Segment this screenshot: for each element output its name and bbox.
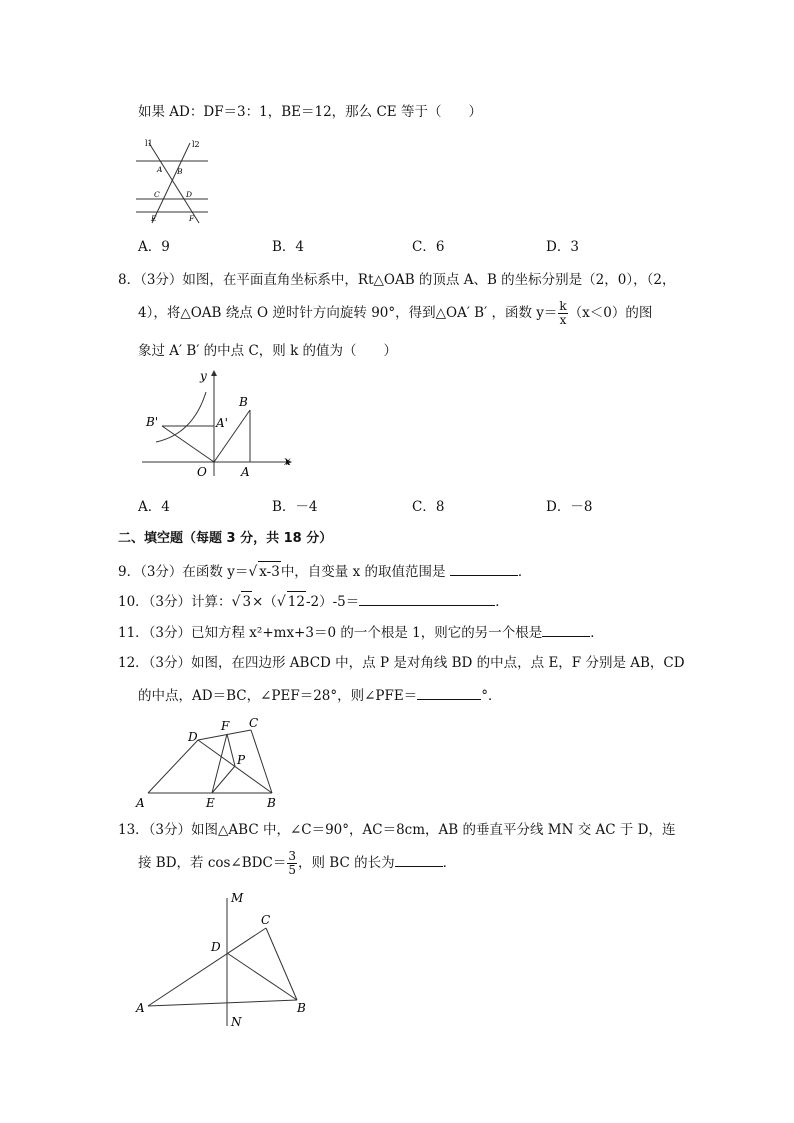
q9-text-b: 中，自变量 x 的取值范围是 <box>280 564 446 580</box>
q13-label-N: N <box>231 1015 242 1029</box>
q13-line2-text: 接 BD，若 cos∠BDC＝ <box>138 855 287 871</box>
q13-label-C: C <box>261 913 271 927</box>
q8-label-O: O <box>197 465 207 479</box>
q8-options <box>0 497 794 517</box>
q10-radicand-2: 12 <box>287 591 306 612</box>
q11 <box>118 622 604 643</box>
q8-line3: 象过 A′ B′ 的中点 C，则 k 的值为（ ） <box>138 343 398 359</box>
q7-label-B: B <box>177 167 183 176</box>
q12-label-C: C <box>249 716 259 730</box>
q8-frac-den: x <box>559 313 567 327</box>
q8-line2 <box>138 300 652 327</box>
q8-option-d[interactable]: D．－8 <box>546 499 593 515</box>
q12-label-P: P <box>237 753 246 767</box>
q7-option-a[interactable]: A．9 <box>138 239 170 255</box>
q10-text-c: -2）-5＝ <box>305 594 360 610</box>
q12-label-D: D <box>188 730 198 744</box>
q10-text-b: ×（ <box>252 594 277 610</box>
q10-answer-blank[interactable] <box>359 591 495 606</box>
q7-label-l1: l1 <box>145 139 153 148</box>
q11-end: ． <box>590 625 604 641</box>
section-heading-fill-in: 二、填空题（每题 3 分，共 18 分） <box>118 531 333 546</box>
q7-option-b[interactable]: B．4 <box>272 239 305 255</box>
q8-label-B: B <box>239 395 248 409</box>
q9-answer-blank[interactable] <box>450 561 518 576</box>
q13-figure <box>134 888 314 1030</box>
q13-label-M: M <box>231 891 244 905</box>
q12-end: °． <box>481 688 502 704</box>
q12-line1: 12．（3分）如图，在四边形 ABCD 中，点 P 是对角线 BD 的中点，点 E，F 分别是 AB，CD <box>118 655 685 671</box>
q10-end: ． <box>495 594 509 610</box>
q9-radicand: x-3 <box>258 561 281 582</box>
q12-line2-text: 的中点，AD＝BC，∠PEF＝28°，则∠PFE＝ <box>138 688 418 704</box>
q8-option-c[interactable]: C．8 <box>412 499 445 515</box>
q8-option-b[interactable]: B．－4 <box>272 499 318 515</box>
q12-label-F: F <box>221 719 230 733</box>
q10: 10．（3分）计算：√ 3×（√ 12-2）-5＝ ． <box>118 591 509 612</box>
q9-end: ． <box>517 564 532 580</box>
q7-option-c[interactable]: C．6 <box>412 239 445 255</box>
q13-frac-num: 3 <box>288 849 296 863</box>
q8-frac-num: k <box>559 299 567 313</box>
q12-label-E: E <box>206 796 215 810</box>
q8-option-a[interactable]: A．4 <box>138 499 170 515</box>
q10-text: 10．（3分）计算： <box>118 594 232 610</box>
q8-label-y: y <box>200 369 207 383</box>
q13-line2-tail: ，则 BC 的长为 <box>297 855 395 871</box>
q13-label-A: A <box>136 1001 145 1015</box>
q8-label-x: x <box>284 454 291 468</box>
q7-label-D: D <box>186 190 193 199</box>
q7-label-A: A <box>157 165 163 174</box>
q8-label-A: A <box>241 465 250 479</box>
q8-fraction <box>558 300 567 327</box>
q11-answer-blank[interactable] <box>542 622 590 637</box>
q8-line1: 8．（3分）如图，在平面直角坐标系中，Rt△OAB 的顶点 A、B 的坐标分别是（2，0），（2， <box>118 272 676 288</box>
q13-label-B: B <box>297 1001 306 1015</box>
q8-label-B-prime: B' <box>146 415 159 429</box>
q8-line2-tail: （x＜0）的图 <box>568 305 653 321</box>
q13-line1: 13．（3分）如图△ABC 中，∠C＝90°，AC＝8cm，AB 的垂直平分线 MN 交 AC 于 D，连 <box>118 822 676 838</box>
q7-figure <box>132 134 212 226</box>
q12-figure <box>134 713 294 811</box>
q9: 9．（3分）在函数 y＝√ x-3中，自变量 x 的取值范围是 ． <box>118 561 531 582</box>
q13-end: ． <box>442 855 457 871</box>
q13-frac-den: 5 <box>288 863 296 877</box>
q7-label-C: C <box>154 190 160 199</box>
q7-stem: 如果 AD：DF＝3：1，BE＝12，那么 CE 等于（ ） <box>138 104 482 120</box>
q13-answer-blank[interactable] <box>395 852 443 867</box>
q12-label-B: B <box>267 796 276 810</box>
q13-line2 <box>138 850 456 877</box>
q11-text: 11．（3分）已知方程 x²+mx+3＝0 的一个根是 1，则它的另一个根是 <box>118 625 543 641</box>
q12-label-A: A <box>136 796 145 810</box>
q13-label-D: D <box>211 940 221 954</box>
q7-label-E: E <box>151 214 157 223</box>
q7-option-d[interactable]: D．3 <box>546 239 579 255</box>
q12-answer-blank[interactable] <box>417 685 481 700</box>
q7-label-F: F <box>189 214 195 223</box>
q9-text: 9．（3分）在函数 y＝ <box>118 564 249 580</box>
q8-line2-text: 4），将△OAB 绕点 O 逆时针方向旋转 90°，得到△OA′ B′ ，函数 y＝ <box>138 305 558 321</box>
q7-options <box>0 237 794 257</box>
q8-label-A-prime: A' <box>216 416 228 430</box>
q7-label-l2: l2 <box>192 140 200 149</box>
q12-line2 <box>138 685 502 706</box>
q10-radicand-1: 3 <box>241 591 252 612</box>
q8-figure <box>138 364 298 484</box>
q13-fraction <box>287 850 297 877</box>
